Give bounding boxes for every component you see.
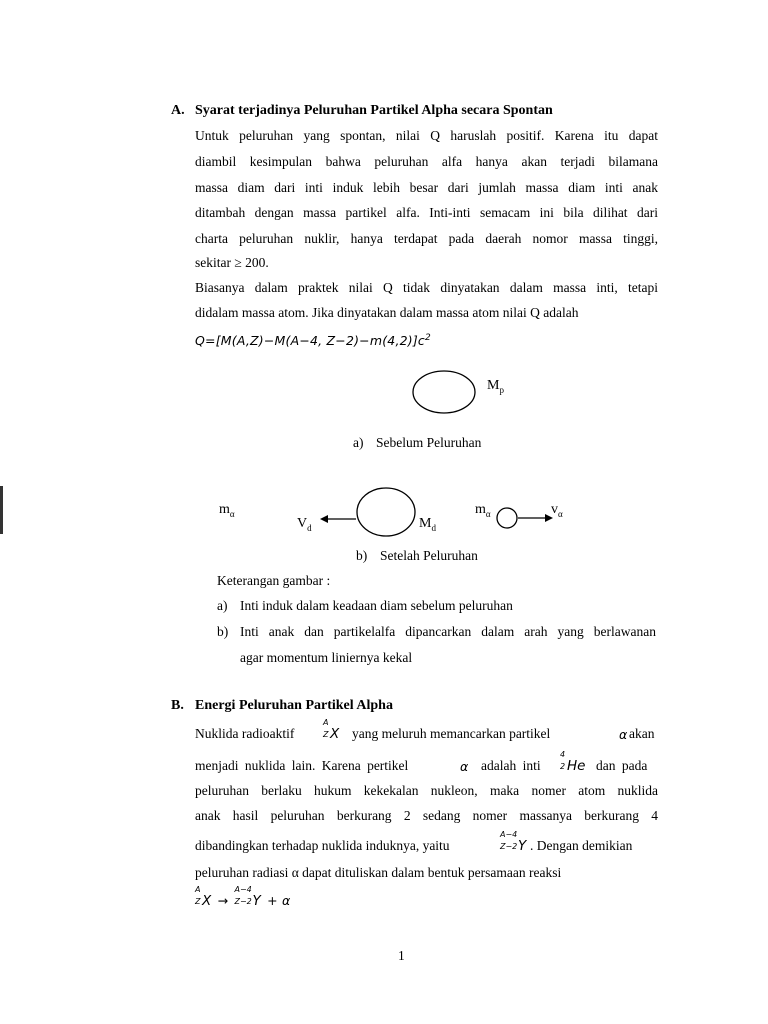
para1-line-5: charta peluruhan nuklir, hanya terdapat pada daerah nomor massa tinggi,: [195, 231, 658, 246]
reaction-plus-alpha: + α: [267, 893, 291, 908]
legend-b-text-2: agar momentum liniernya kekal: [240, 650, 413, 665]
caption-b-letter: b): [356, 548, 368, 563]
b-line1-c: akan: [629, 726, 655, 741]
reaction-arrow: →: [217, 893, 229, 908]
label-m-alpha-left: [219, 502, 235, 519]
label-md-main: M: [419, 516, 432, 531]
section-a-title: Syarat terjadinya Peluruhan Partikel Alpha secara Spontan: [195, 103, 553, 118]
nuclide-Y-atomic: Z−2: [500, 842, 518, 851]
vd-arrow-head: [320, 515, 328, 523]
parent-nucleus-circle: [413, 371, 475, 413]
b-line2-a: menjadi nuklida lain. Karena pertikel: [195, 758, 409, 773]
nuclide-X-atomic: Z: [323, 730, 329, 739]
b-line4: anak hasil peluruhan berkurang 2 sedang nomer massanya berkurang 4: [195, 808, 658, 823]
label-m-alpha-right-main: m: [475, 502, 486, 517]
nuclide-Y: [500, 830, 527, 854]
reaction-Y-letter: Y: [252, 893, 261, 909]
nuclide-He-letters: He: [567, 758, 586, 774]
caption-a-letter: a): [353, 435, 364, 450]
para1-line-1: Untuk peluruhan yang spontan, nilai Q haruslah positif. Karena itu dapat: [195, 128, 658, 143]
daughter-nucleus-circle: [357, 488, 415, 536]
scan-edge-mark: [0, 486, 3, 534]
reaction-X-mass: A: [195, 885, 201, 894]
reaction-equation: [195, 885, 291, 909]
b-line5-b: . Dengan demikian: [530, 838, 633, 853]
legend-a-text: Inti induk dalam keadaan diam sebelum peluruhan: [240, 598, 513, 613]
q-equation: [195, 333, 431, 348]
para1-line-2: diambil kesimpulan bahwa peluruhan alfa hanya akan terjadi bilamana: [195, 154, 658, 169]
label-mp-main: M: [487, 378, 500, 393]
label-m-alpha-right: [475, 502, 491, 519]
label-v-alpha-main: v: [551, 502, 558, 517]
label-md-sub: d: [431, 522, 436, 533]
legend-title: Keterangan gambar :: [217, 573, 331, 588]
legend-a-letter: a): [217, 598, 228, 613]
para2-line-2: didalam massa atom. Jika dinyatakan dalam massa atom nilai Q adalah: [195, 305, 579, 320]
nuclide-Y-mass: A−4: [500, 830, 518, 839]
nuclide-X-letter: X: [330, 726, 340, 742]
section-b-marker: B.: [171, 698, 184, 713]
para1-line-3: massa diam dari inti induk lebih besar dari jumlah massa diam inti anak: [195, 180, 658, 195]
legend-b-letter: b): [217, 624, 229, 639]
b-line1-b: yang meluruh memancarkan partikel: [352, 726, 551, 741]
section-a-marker: A.: [171, 103, 185, 118]
label-v-alpha: [551, 502, 563, 519]
q-equation-power: 2: [425, 333, 431, 343]
section-b-title: Energi Peluruhan Partikel Alpha: [195, 698, 393, 713]
b-line1-a: Nuklida radioaktif: [195, 726, 295, 741]
q-equation-body: Q=[M(A,Z)−M(A−4, Z−2)−m(4,2)]c: [195, 333, 426, 349]
para2-line-1: Biasanya dalam praktek nilai Q tidak dinyatakan dalam massa inti, tetapi: [195, 280, 658, 295]
b-line3: peluruhan berlaku hukum kekekalan nukleon, maka nomer atom nuklida: [195, 783, 658, 798]
para1-line-4: ditambah dengan massa partikel alfa. Inti-inti semacam ini bila dilihat dari: [195, 205, 658, 220]
label-m-alpha-right-sub: α: [485, 508, 491, 519]
reaction-X: [195, 885, 212, 909]
nuclide-X: [323, 718, 340, 742]
para1-line-6: sekitar ≥ 200.: [195, 255, 269, 270]
nuclide-He: [560, 750, 586, 774]
page-number: 1: [398, 948, 405, 963]
reaction-X-letter: X: [202, 893, 212, 909]
nuclide-Y-letter: Y: [518, 838, 527, 854]
legend-b-text-1: Inti anak dan partikelalfa dipancarkan dalam arah yang berlawanan: [240, 624, 656, 639]
reaction-Y-mass: A−4: [234, 885, 252, 894]
nuclide-He-symbol: [560, 750, 586, 774]
b-line2-b: adalah inti: [481, 758, 541, 773]
label-mp: [487, 378, 504, 395]
label-v-alpha-sub: α: [558, 508, 563, 519]
reaction-X-atomic: Z: [195, 897, 201, 906]
label-vd-sub: d: [307, 522, 312, 533]
b-line6: peluruhan radiasi α dapat dituliskan dalam bentuk persamaan reaksi: [195, 865, 562, 880]
alpha-particle-circle: [497, 508, 517, 528]
label-md: [419, 516, 436, 533]
b-line5-a: dibandingkan terhadap nuklida induknya, yaitu: [195, 838, 450, 853]
label-vd: [297, 516, 312, 533]
nuclide-X-symbol: [323, 718, 340, 742]
label-m-alpha-left-main: m: [219, 502, 230, 517]
label-vd-main: V: [297, 516, 308, 531]
b-line2-alpha: α: [460, 759, 469, 774]
nuclide-Y-symbol: [500, 830, 527, 854]
caption-b: Setelah Peluruhan: [380, 548, 478, 563]
reaction-Y: [234, 885, 261, 909]
nuclide-X-mass: A: [323, 718, 329, 727]
b-line1-alpha: α: [619, 727, 628, 742]
b-line2-c: dan pada: [596, 758, 648, 773]
figure-after-decay: [310, 484, 580, 546]
label-mp-sub: p: [499, 384, 504, 395]
nuclide-He-mass: 4: [560, 750, 566, 759]
reaction-Y-atomic: Z−2: [234, 897, 252, 906]
caption-a: Sebelum Peluruhan: [376, 435, 482, 450]
nuclide-He-atomic: 2: [560, 762, 566, 771]
label-m-alpha-left-sub: α: [229, 508, 235, 519]
